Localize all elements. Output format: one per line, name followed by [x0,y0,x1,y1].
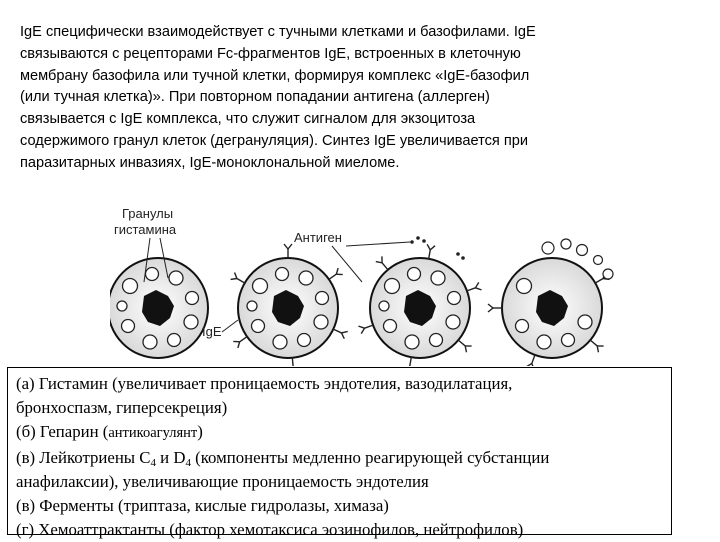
mediators-list [7,367,672,540]
list-item-e: (г) Хемоаттрактанты (фактор хемотаксиса эозинофилов, нейтрофилов) [16,520,524,540]
degranulation-diagram [110,190,630,366]
label-granules-line1: Гранулы [122,206,174,221]
label-ige: IgE [202,324,222,339]
cell-4 [488,239,613,366]
cell-3 [358,236,481,366]
paragraph-line: паразитарных инвазиях, IgE-моноклональной миеломе. [20,154,400,171]
cell-2 [231,244,348,366]
list-item-c-cont: анафилаксии), увеличивающие проницаемость эндотелия [16,471,429,491]
paragraph-line: связываются с рецепторами Fc-фрагментов IgE, встроенных в клеточную [20,45,521,62]
list-item-c: (в) Лейкотриены $С_4$ и $D_4$ (компоненты медленно реагирующей субстанции [16,447,550,469]
cell-1 [110,258,208,358]
paragraph-line: IgE специфически взаимодействует с тучными клетками и базофилами. IgE [20,24,536,40]
list-item-a: (а) Гистамин (увеличивает проницаемость эндотелия, вазодилатация, [16,374,513,393]
label-antigen: Антиген [294,230,342,245]
label-granules-line2: гистамина [114,222,177,237]
paragraph-line: (или тучная клетка)». При повторном попадании антигена (аллерген) [20,89,490,106]
paragraph-line: мембрану базофила или тучной клетки, формируя комплекс «IgE-базофил [20,67,530,84]
antigen-dots [410,236,465,260]
list-item-a-cont: бронхоспазм, гиперсекреция) [16,398,228,418]
list-item-d: (в) Ферменты (триптаза, кислые гидролазы, химаза) [16,496,389,516]
list-item-b: (б) Гепарин (антикоагулянт) [16,422,203,442]
description-paragraph [20,22,668,175]
paragraph-line: содержимого гранул клеток (дегрануляция). Синтез IgE увеличивается при [20,132,529,149]
paragraph-line: связывается с IgE комплекса, что служит сигналом для экзоцитоза [20,111,476,128]
